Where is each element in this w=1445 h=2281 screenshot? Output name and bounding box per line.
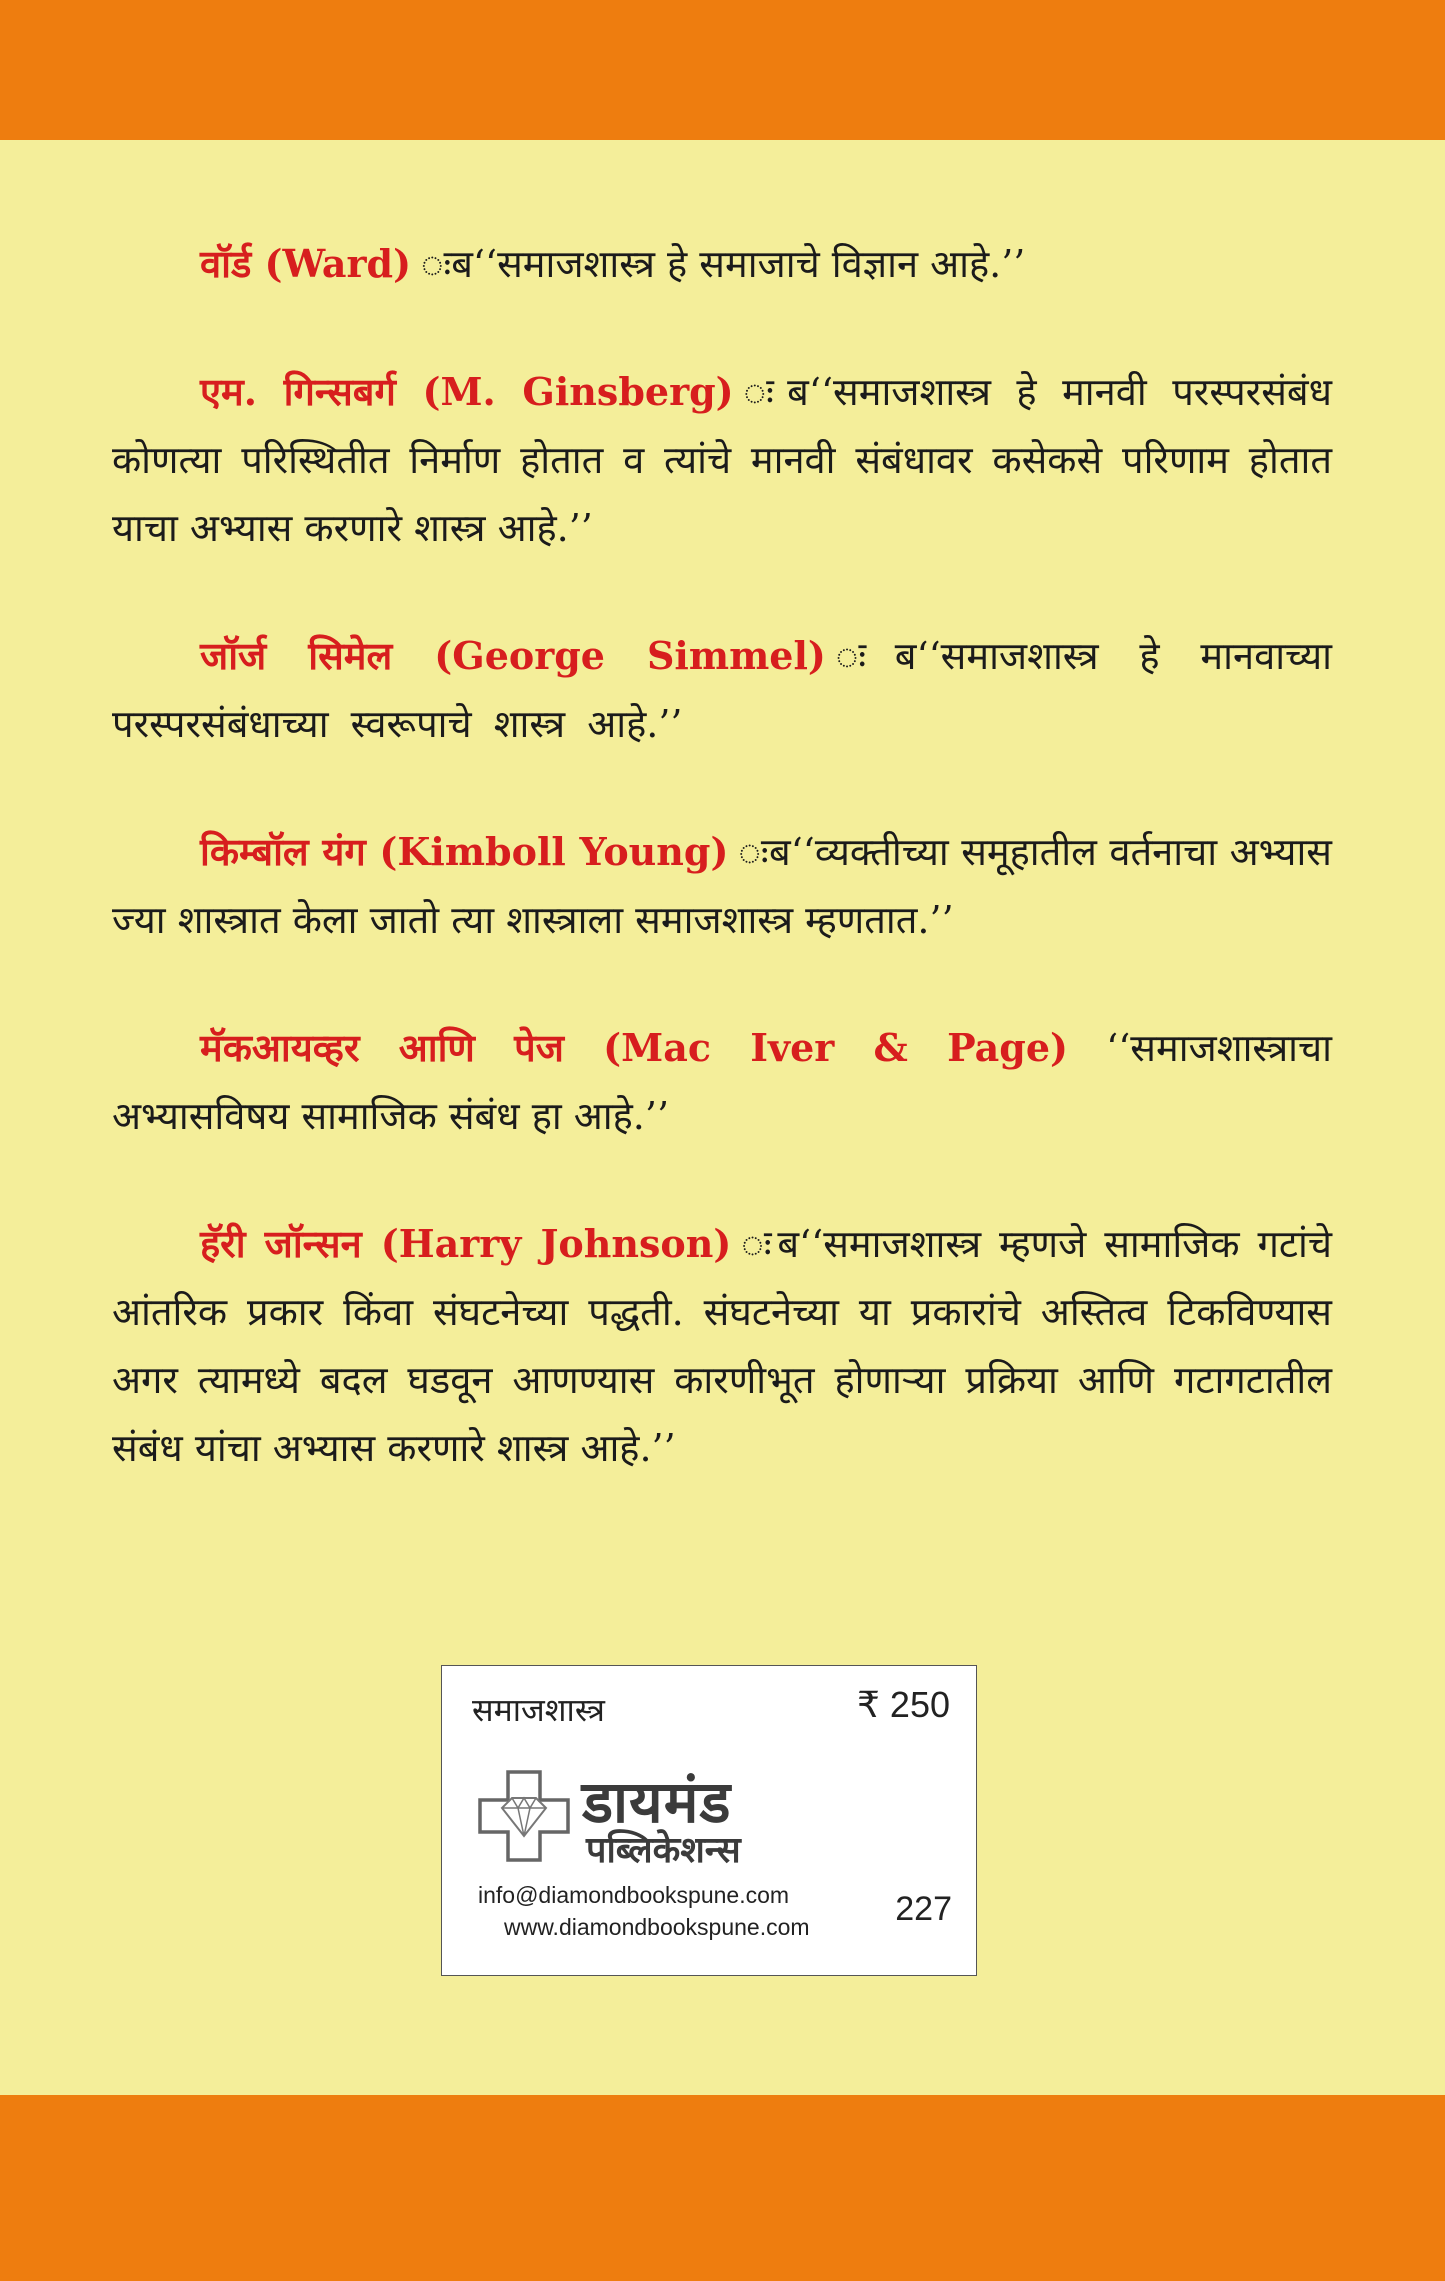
publisher-website: www.diamondbookspune.com <box>504 1914 810 1940</box>
book-code: 227 <box>895 1890 952 1928</box>
price-label <box>441 1665 977 1976</box>
quote-author: मॅकआयव्हर आणि पेज (Mac Iver & Page) <box>200 1025 1069 1070</box>
top-orange-band <box>0 0 1445 140</box>
quote-text: ‘‘समाजशास्त्राचा अभ्यासविषय सामाजिक संबंध हा आहे.’’ <box>112 1026 1332 1138</box>
publisher-logo <box>478 1766 938 1871</box>
quote-maciver-page <box>112 1014 1332 1150</box>
quote-ward <box>112 230 1332 298</box>
quote-johnson <box>112 1210 1332 1482</box>
quote-simmel <box>112 622 1332 758</box>
publisher-name-line2: पब्लिकेशन्स <box>586 1829 741 1870</box>
quote-author: किम्बॉल यंग (Kimboll Young) <box>200 829 729 874</box>
quote-author: जॉर्ज सिमेल (George Simmel) <box>200 633 826 678</box>
quote-text: ःब‘‘समाजशास्त्र हे समाजाचे विज्ञान आहे.’’ <box>411 242 1026 286</box>
publisher-email: info@diamondbookspune.com <box>478 1882 790 1908</box>
quote-text: ःब‘‘समाजशास्त्र म्हणजे सामाजिक गटांचे आंतरिक प्रकार किंवा संघटनेच्या पद्धती. संघटनेच्या या प्रकारांचे अस्तित्व टिकविण्यास अगर त्यामध्ये बदल घडवून आणण्यास कारणीभूत होणाऱ्या प्रक्रिया आणि गटागटातील संबंध यांचा अभ्यास करणारे शास्त्र आहे.’’ <box>112 1222 1332 1470</box>
quotes-section <box>112 230 1332 1542</box>
quote-ginsberg <box>112 358 1332 562</box>
bottom-orange-band <box>0 2095 1445 2281</box>
diamond-icon <box>478 1770 570 1862</box>
publisher-name-line1: डायमंड <box>582 1770 732 1835</box>
book-title: समाजशास्त्र <box>472 1692 605 1728</box>
quote-author: एम. गिन्सबर्ग (M. Ginsberg) <box>200 369 734 414</box>
quote-text: ःब‘‘व्यक्तीच्या समूहातील वर्तनाचा अभ्यास ज्या शास्त्रात केला जातो त्या शास्त्राला समाजशास्त्र म्हणतात.’’ <box>112 830 1332 942</box>
quote-text: ःब‘‘समाजशास्त्र हे मानवाच्या परस्परसंबंधाच्या स्वरूपाचे शास्त्र आहे.’’ <box>112 634 1332 746</box>
book-price: ₹ 250 <box>857 1684 950 1725</box>
quote-author: हॅरी जॉन्सन (Harry Johnson) <box>200 1221 732 1266</box>
quote-author: वॉर्ड (Ward) <box>200 241 412 286</box>
quote-young <box>112 818 1332 954</box>
quote-text: ःब‘‘समाजशास्त्र हे मानवी परस्परसंबंध कोणत्या परिस्थितीत निर्माण होतात व त्यांचे मानवी संबंधावर कसेकसे परिणाम होतात याचा अभ्यास करणारे शास्त्र आहे.’’ <box>112 370 1332 550</box>
